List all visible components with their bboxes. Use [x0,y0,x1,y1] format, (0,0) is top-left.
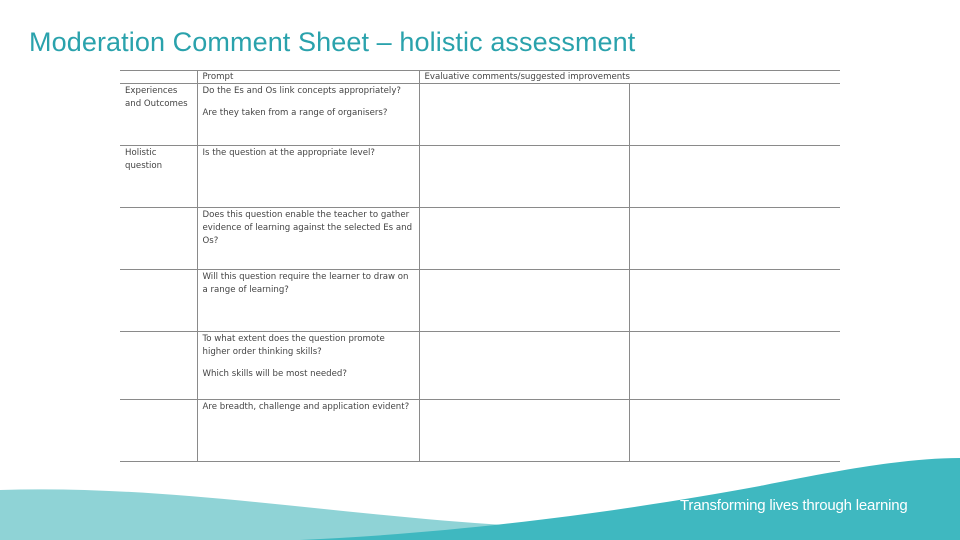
improvement-cell[interactable] [629,84,840,146]
row-category [120,270,197,332]
table-row [120,208,840,270]
row-prompt [197,270,419,332]
row-prompt [197,146,419,208]
comment-cell[interactable] [419,146,629,208]
comment-cell[interactable] [419,332,629,400]
row-prompt [197,208,419,270]
slide-title: Moderation Comment Sheet – holistic assessment [29,27,636,57]
header-prompt-cell: Prompt [197,71,419,84]
improvement-cell[interactable] [629,208,840,270]
prompt-text: To what extent does the question promote higher order thinking skills? [202,334,385,357]
row-category: Experiences and Outcomes [120,84,197,146]
row-prompt [197,332,419,400]
improvement-cell[interactable] [629,146,840,208]
prompt-text: Will this question require the learner to draw on a range of learning? [202,272,409,295]
prompt-text: Is the question at the appropriate level? [202,148,375,158]
prompt-text: Are breadth, challenge and application evident? [202,402,410,412]
row-prompt [197,84,419,146]
row-category [120,208,197,270]
prompt-text: Are they taken from a range of organisers? [202,108,388,118]
comment-cell[interactable] [419,208,629,270]
comment-cell[interactable] [419,270,629,332]
moderation-comment-table [120,70,840,462]
table-row [120,270,840,332]
header-comments-cell: Evaluative comments/suggested improvements [419,71,840,84]
improvement-cell[interactable] [629,332,840,400]
comment-cell[interactable] [419,84,629,146]
row-category: Holistic question [120,146,197,208]
improvement-cell[interactable] [629,270,840,332]
table-row [120,146,840,208]
header-category-cell [120,71,197,84]
prompt-text: Do the Es and Os link concepts appropriately? [202,86,401,96]
footer-tagline: Transforming lives through learning [680,497,908,514]
table-row [120,84,840,146]
table-header-row [120,71,840,84]
table-row [120,332,840,400]
footer-wave [0,450,960,540]
row-category [120,332,197,400]
prompt-text: Does this question enable the teacher to gather evidence of learning against the selected Es and Os? [202,210,413,246]
prompt-text: Which skills will be most needed? [202,369,347,379]
